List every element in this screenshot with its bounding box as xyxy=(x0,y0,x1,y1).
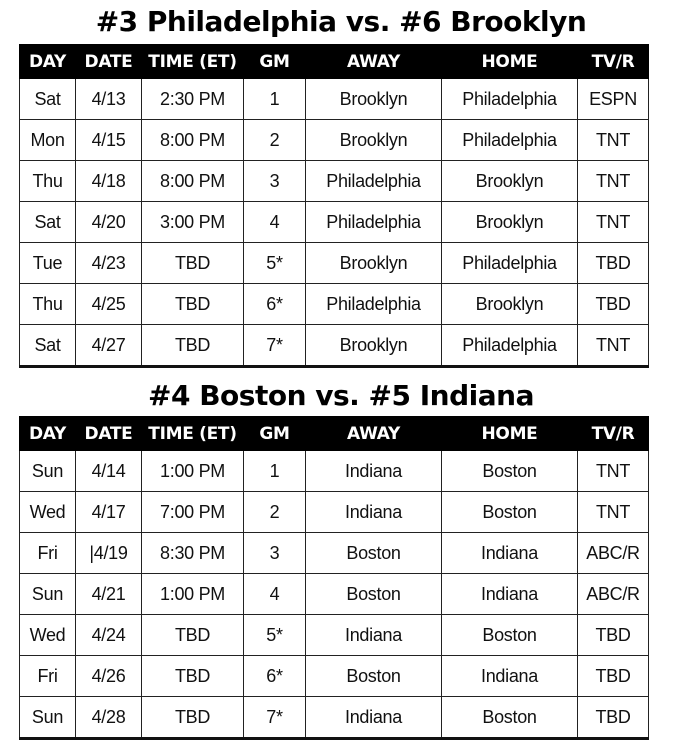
table-row xyxy=(20,202,649,243)
cell-gm: 4 xyxy=(244,574,306,615)
cell-date: 4/27 xyxy=(76,325,142,367)
header-date: DATE xyxy=(76,45,142,79)
cell-away: Indiana xyxy=(306,615,442,656)
table-row xyxy=(20,120,649,161)
table-row xyxy=(20,284,649,325)
cell-time: TBD xyxy=(142,325,244,367)
table-row xyxy=(20,492,649,533)
cell-date: 4/25 xyxy=(76,284,142,325)
cell-home: Brooklyn xyxy=(442,161,578,202)
cell-day: Thu xyxy=(20,284,76,325)
cell-date: 4/24 xyxy=(76,615,142,656)
cell-tv: TNT xyxy=(578,202,649,243)
cell-time: TBD xyxy=(142,243,244,284)
cell-away: Boston xyxy=(306,533,442,574)
header-time: TIME (ET) xyxy=(142,417,244,451)
cell-away: Indiana xyxy=(306,451,442,492)
cell-time: TBD xyxy=(142,615,244,656)
cell-gm: 2 xyxy=(244,120,306,161)
header-gm: GM xyxy=(244,45,306,79)
cell-gm: 2 xyxy=(244,492,306,533)
cell-day: Mon xyxy=(20,120,76,161)
header-time: TIME (ET) xyxy=(142,45,244,79)
cell-tv: TBD xyxy=(578,284,649,325)
cell-home: Indiana xyxy=(442,656,578,697)
table-row xyxy=(20,243,649,284)
header-away: AWAY xyxy=(306,417,442,451)
cell-time: 2:30 PM xyxy=(142,79,244,120)
cell-gm: 7* xyxy=(244,325,306,367)
table-row xyxy=(20,79,649,120)
header-gm: GM xyxy=(244,417,306,451)
cell-date: 4/21 xyxy=(76,574,142,615)
schedule-table-boston-indiana xyxy=(19,416,649,740)
cell-day: Thu xyxy=(20,161,76,202)
cell-away: Boston xyxy=(306,574,442,615)
cell-tv: TNT xyxy=(578,120,649,161)
cell-gm: 6* xyxy=(244,656,306,697)
cell-day: Sat xyxy=(20,202,76,243)
table-header-row xyxy=(20,417,649,451)
cell-time: 7:00 PM xyxy=(142,492,244,533)
cell-tv: TBD xyxy=(578,615,649,656)
cell-time: 8:30 PM xyxy=(142,533,244,574)
table-row xyxy=(20,697,649,739)
cell-time: 8:00 PM xyxy=(142,120,244,161)
header-day: DAY xyxy=(20,417,76,451)
cell-time: TBD xyxy=(142,697,244,739)
cell-home: Indiana xyxy=(442,574,578,615)
cell-away: Philadelphia xyxy=(306,284,442,325)
cell-day: Sun xyxy=(20,697,76,739)
cell-home: Philadelphia xyxy=(442,325,578,367)
header-tv: TV/R xyxy=(578,45,649,79)
cell-date: 4/28 xyxy=(76,697,142,739)
cell-date: 4/15 xyxy=(76,120,142,161)
header-away: AWAY xyxy=(306,45,442,79)
cell-gm: 1 xyxy=(244,79,306,120)
header-home: HOME xyxy=(442,45,578,79)
cell-tv: TNT xyxy=(578,161,649,202)
cell-date: 4/26 xyxy=(76,656,142,697)
cell-day: Sun xyxy=(20,451,76,492)
cell-day: Sat xyxy=(20,325,76,367)
table-row xyxy=(20,451,649,492)
cell-home: Boston xyxy=(442,697,578,739)
cell-home: Brooklyn xyxy=(442,284,578,325)
cell-date: 4/18 xyxy=(76,161,142,202)
cell-gm: 7* xyxy=(244,697,306,739)
cell-away: Boston xyxy=(306,656,442,697)
cell-away: Brooklyn xyxy=(306,325,442,367)
cell-gm: 5* xyxy=(244,243,306,284)
cell-time: TBD xyxy=(142,656,244,697)
schedule-table-philadelphia-brooklyn xyxy=(19,44,649,368)
cell-day: Tue xyxy=(20,243,76,284)
cell-tv: TBD xyxy=(578,243,649,284)
cell-away: Indiana xyxy=(306,492,442,533)
cell-day: Sun xyxy=(20,574,76,615)
cell-home: Philadelphia xyxy=(442,120,578,161)
cell-tv: TBD xyxy=(578,697,649,739)
table-header-row xyxy=(20,45,649,79)
header-date: DATE xyxy=(76,417,142,451)
cell-away: Philadelphia xyxy=(306,202,442,243)
cell-day: Fri xyxy=(20,533,76,574)
cell-tv: TNT xyxy=(578,451,649,492)
cell-day: Sat xyxy=(20,79,76,120)
cell-day: Wed xyxy=(20,492,76,533)
cell-gm: 4 xyxy=(244,202,306,243)
cell-time: 8:00 PM xyxy=(142,161,244,202)
cell-home: Boston xyxy=(442,615,578,656)
cell-time: 3:00 PM xyxy=(142,202,244,243)
header-tv: TV/R xyxy=(578,417,649,451)
cell-gm: 6* xyxy=(244,284,306,325)
cell-date: 4/17 xyxy=(76,492,142,533)
cell-time: 1:00 PM xyxy=(142,451,244,492)
table-row xyxy=(20,161,649,202)
cell-date: 4/23 xyxy=(76,243,142,284)
cell-home: Philadelphia xyxy=(442,243,578,284)
cell-tv: ABC/R xyxy=(578,533,649,574)
cell-day: Fri xyxy=(20,656,76,697)
table-row xyxy=(20,615,649,656)
cell-tv: TBD xyxy=(578,656,649,697)
header-home: HOME xyxy=(442,417,578,451)
cell-home: Boston xyxy=(442,492,578,533)
cell-home: Indiana xyxy=(442,533,578,574)
series-title-philadelphia-brooklyn: #3 Philadelphia vs. #6 Brooklyn xyxy=(95,5,587,38)
cell-time: 1:00 PM xyxy=(142,574,244,615)
table-row xyxy=(20,574,649,615)
cell-away: Philadelphia xyxy=(306,161,442,202)
cell-away: Brooklyn xyxy=(306,79,442,120)
table-row xyxy=(20,325,649,367)
cell-tv: ABC/R xyxy=(578,574,649,615)
cell-date: |4/19 xyxy=(76,533,142,574)
cell-away: Brooklyn xyxy=(306,243,442,284)
cell-tv: ESPN xyxy=(578,79,649,120)
cell-home: Boston xyxy=(442,451,578,492)
cell-day: Wed xyxy=(20,615,76,656)
cell-date: 4/14 xyxy=(76,451,142,492)
cell-tv: TNT xyxy=(578,325,649,367)
series-title-boston-indiana: #4 Boston vs. #5 Indiana xyxy=(148,379,534,412)
cell-gm: 3 xyxy=(244,533,306,574)
cell-tv: TNT xyxy=(578,492,649,533)
cell-home: Philadelphia xyxy=(442,79,578,120)
cell-gm: 3 xyxy=(244,161,306,202)
cell-away: Brooklyn xyxy=(306,120,442,161)
table-row xyxy=(20,656,649,697)
cell-home: Brooklyn xyxy=(442,202,578,243)
header-day: DAY xyxy=(20,45,76,79)
cell-gm: 1 xyxy=(244,451,306,492)
table-row xyxy=(20,533,649,574)
cell-time: TBD xyxy=(142,284,244,325)
cell-date: 4/20 xyxy=(76,202,142,243)
cell-gm: 5* xyxy=(244,615,306,656)
cell-away: Indiana xyxy=(306,697,442,739)
cell-date: 4/13 xyxy=(76,79,142,120)
